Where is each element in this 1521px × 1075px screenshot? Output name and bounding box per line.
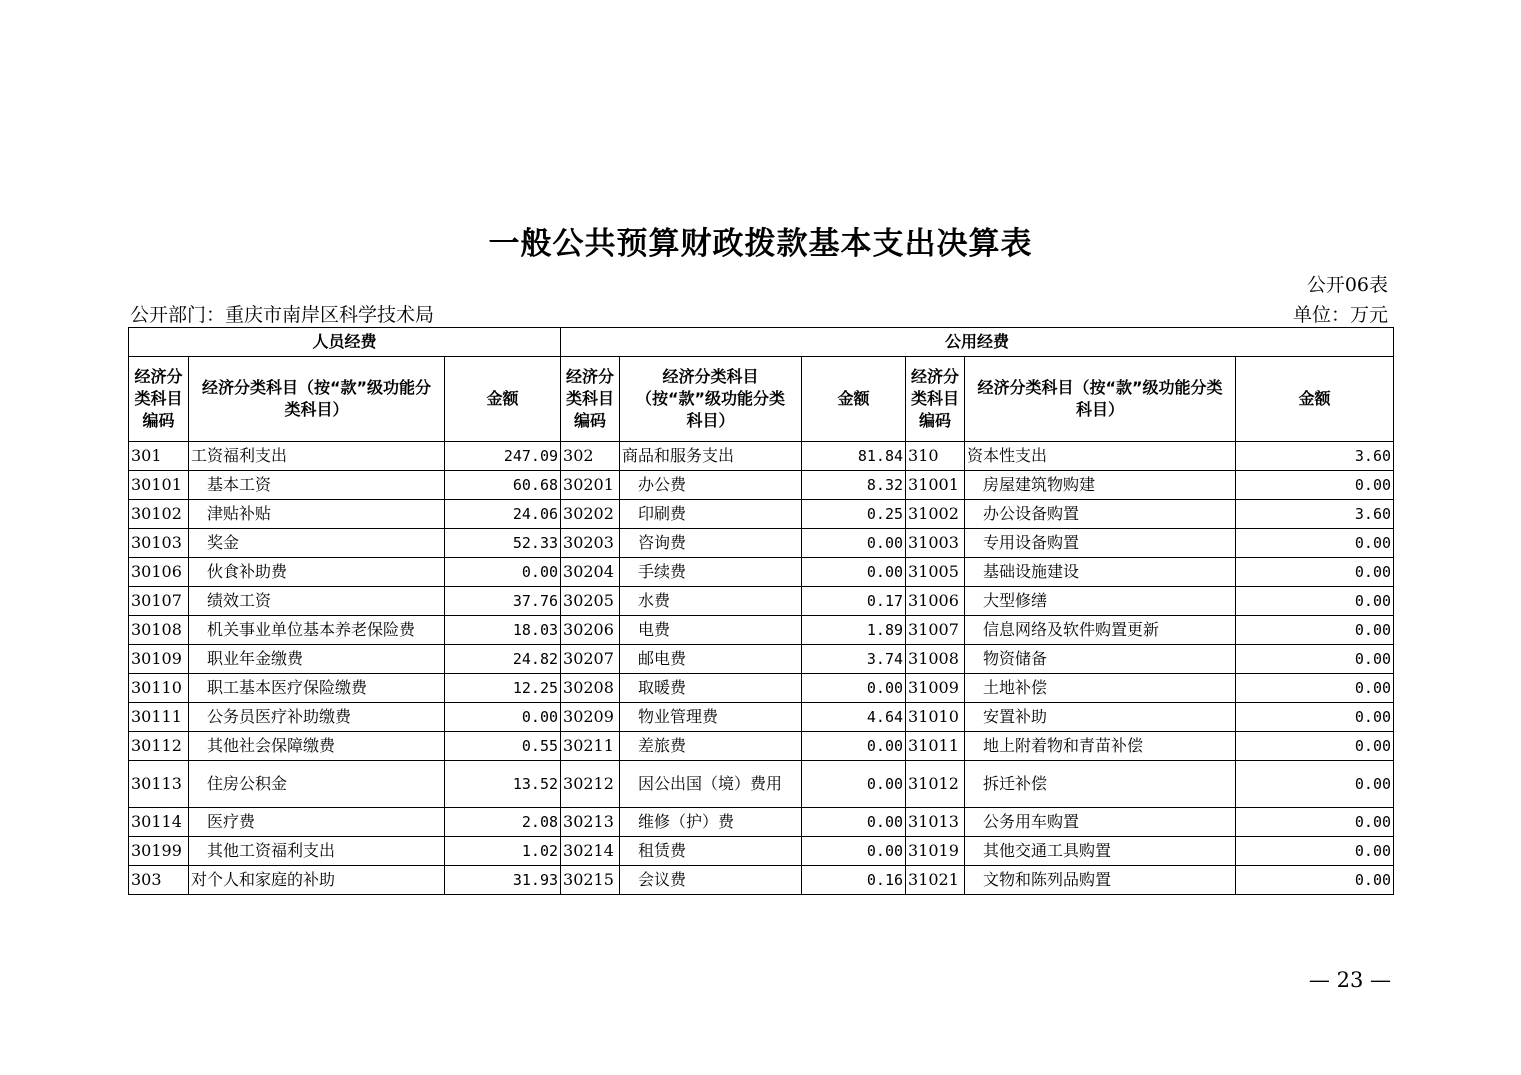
column-header-name: 经济分类科目（按“款”级功能分类科目） <box>965 357 1236 442</box>
code-cell: 31010 <box>906 703 965 732</box>
code-cell: 30199 <box>129 837 189 866</box>
code-cell: 31009 <box>906 674 965 703</box>
column-header-name: 经济分类科目（按“款”级功能分类科目） <box>189 357 445 442</box>
column-header-code: 经济分类科目编码 <box>129 357 189 442</box>
page-title: 一般公共预算财政拨款基本支出决算表 <box>488 226 1033 262</box>
code-cell: 30108 <box>129 616 189 645</box>
name-cell: 手续费 <box>620 558 802 587</box>
amount-cell: 0.00 <box>1236 645 1394 674</box>
amount-cell: 4.64 <box>802 703 906 732</box>
name-cell: 安置补助 <box>965 703 1236 732</box>
column-header-amount: 金额 <box>445 357 561 442</box>
column-header-code: 经济分类科目编码 <box>906 357 965 442</box>
name-cell: 办公费 <box>620 471 802 500</box>
name-cell: 基本工资 <box>189 471 445 500</box>
amount-cell: 0.00 <box>1236 761 1394 808</box>
amount-cell: 0.00 <box>802 674 906 703</box>
name-cell: 物资储备 <box>965 645 1236 674</box>
code-cell: 30206 <box>561 616 620 645</box>
table-row <box>129 761 1394 808</box>
amount-cell: 0.00 <box>802 837 906 866</box>
name-cell: 取暖费 <box>620 674 802 703</box>
code-cell: 30205 <box>561 587 620 616</box>
name-cell: 电费 <box>620 616 802 645</box>
amount-cell: 247.09 <box>445 442 561 471</box>
code-cell: 31007 <box>906 616 965 645</box>
code-cell: 303 <box>129 866 189 895</box>
code-cell: 30102 <box>129 500 189 529</box>
code-cell: 31008 <box>906 645 965 674</box>
amount-cell: 0.00 <box>1236 866 1394 895</box>
table-row <box>129 703 1394 732</box>
table-row <box>129 866 1394 895</box>
code-cell: 31002 <box>906 500 965 529</box>
code-cell: 310 <box>906 442 965 471</box>
amount-cell: 60.68 <box>445 471 561 500</box>
table-row <box>129 674 1394 703</box>
amount-cell: 0.00 <box>1236 529 1394 558</box>
amount-cell: 1.02 <box>445 837 561 866</box>
column-header-name: 经济分类科目（按“款”级功能分类科目） <box>620 357 802 442</box>
name-cell: 公务员医疗补助缴费 <box>189 703 445 732</box>
code-cell: 30114 <box>129 808 189 837</box>
amount-cell: 13.52 <box>445 761 561 808</box>
column-header-code: 经济分类科目编码 <box>561 357 620 442</box>
code-cell: 30212 <box>561 761 620 808</box>
group-header-public: 公用经费 <box>561 328 1394 357</box>
amount-cell: 0.00 <box>1236 558 1394 587</box>
table-row <box>129 529 1394 558</box>
code-cell: 31012 <box>906 761 965 808</box>
code-cell: 302 <box>561 442 620 471</box>
name-cell: 地上附着物和青苗补偿 <box>965 732 1236 761</box>
amount-cell: 0.00 <box>1236 674 1394 703</box>
amount-cell: 0.00 <box>1236 703 1394 732</box>
code-cell: 30112 <box>129 732 189 761</box>
amount-cell: 0.00 <box>1236 732 1394 761</box>
name-cell: 文物和陈列品购置 <box>965 866 1236 895</box>
name-cell: 信息网络及软件购置更新 <box>965 616 1236 645</box>
table-row <box>129 616 1394 645</box>
code-cell: 31019 <box>906 837 965 866</box>
code-cell: 30201 <box>561 471 620 500</box>
code-cell: 30103 <box>129 529 189 558</box>
name-cell: 其他社会保障缴费 <box>189 732 445 761</box>
name-cell: 机关事业单位基本养老保险费 <box>189 616 445 645</box>
name-cell: 因公出国（境）费用 <box>620 761 802 808</box>
amount-cell: 0.00 <box>802 732 906 761</box>
code-cell: 31021 <box>906 866 965 895</box>
amount-cell: 3.60 <box>1236 442 1394 471</box>
table-row <box>129 837 1394 866</box>
code-cell: 30208 <box>561 674 620 703</box>
column-header-amount: 金额 <box>802 357 906 442</box>
name-cell: 物业管理费 <box>620 703 802 732</box>
name-cell: 办公设备购置 <box>965 500 1236 529</box>
amount-cell: 31.93 <box>445 866 561 895</box>
code-cell: 30213 <box>561 808 620 837</box>
name-cell: 水费 <box>620 587 802 616</box>
code-cell: 301 <box>129 442 189 471</box>
amount-cell: 52.33 <box>445 529 561 558</box>
name-cell: 资本性支出 <box>965 442 1236 471</box>
amount-cell: 0.00 <box>445 703 561 732</box>
code-cell: 30106 <box>129 558 189 587</box>
name-cell: 专用设备购置 <box>965 529 1236 558</box>
name-cell: 职业年金缴费 <box>189 645 445 674</box>
name-cell: 工资福利支出 <box>189 442 445 471</box>
amount-cell: 0.00 <box>1236 587 1394 616</box>
code-cell: 30202 <box>561 500 620 529</box>
name-cell: 职工基本医疗保险缴费 <box>189 674 445 703</box>
code-cell: 30211 <box>561 732 620 761</box>
name-cell: 租赁费 <box>620 837 802 866</box>
amount-cell: 0.00 <box>802 529 906 558</box>
table-row <box>129 587 1394 616</box>
code-cell: 30214 <box>561 837 620 866</box>
amount-cell: 2.08 <box>445 808 561 837</box>
name-cell: 商品和服务支出 <box>620 442 802 471</box>
table-row <box>129 442 1394 471</box>
name-cell: 住房公积金 <box>189 761 445 808</box>
name-cell: 拆迁补偿 <box>965 761 1236 808</box>
table-row <box>129 471 1394 500</box>
table-row <box>129 808 1394 837</box>
column-header-amount: 金额 <box>1236 357 1394 442</box>
amount-cell: 0.00 <box>1236 471 1394 500</box>
amount-cell: 0.00 <box>802 761 906 808</box>
amount-cell: 0.00 <box>1236 616 1394 645</box>
amount-cell: 0.00 <box>1236 837 1394 866</box>
amount-cell: 37.76 <box>445 587 561 616</box>
amount-cell: 0.17 <box>802 587 906 616</box>
code-cell: 31006 <box>906 587 965 616</box>
name-cell: 津贴补贴 <box>189 500 445 529</box>
name-cell: 房屋建筑物购建 <box>965 471 1236 500</box>
amount-cell: 18.03 <box>445 616 561 645</box>
table-row <box>129 732 1394 761</box>
department-label: 公开部门：重庆市南岸区科学技术局 <box>130 304 435 326</box>
name-cell: 维修（护）费 <box>620 808 802 837</box>
amount-cell: 3.74 <box>802 645 906 674</box>
amount-cell: 0.25 <box>802 500 906 529</box>
code-cell: 30203 <box>561 529 620 558</box>
amount-cell: 0.00 <box>445 558 561 587</box>
amount-cell: 0.00 <box>802 558 906 587</box>
table-row <box>129 645 1394 674</box>
code-cell: 30107 <box>129 587 189 616</box>
amount-cell: 1.89 <box>802 616 906 645</box>
group-header-personnel: 人员经费 <box>129 328 561 357</box>
expenditure-table <box>128 327 1394 895</box>
amount-cell: 3.60 <box>1236 500 1394 529</box>
name-cell: 医疗费 <box>189 808 445 837</box>
amount-cell: 0.16 <box>802 866 906 895</box>
page-number: — 23 — <box>1308 968 1391 992</box>
amount-cell: 0.55 <box>445 732 561 761</box>
code-cell: 30101 <box>129 471 189 500</box>
name-cell: 绩效工资 <box>189 587 445 616</box>
code-cell: 30207 <box>561 645 620 674</box>
code-cell: 31003 <box>906 529 965 558</box>
amount-cell: 81.84 <box>802 442 906 471</box>
name-cell: 差旅费 <box>620 732 802 761</box>
code-cell: 30204 <box>561 558 620 587</box>
name-cell: 大型修缮 <box>965 587 1236 616</box>
amount-cell: 8.32 <box>802 471 906 500</box>
name-cell: 土地补偿 <box>965 674 1236 703</box>
name-cell: 伙食补助费 <box>189 558 445 587</box>
name-cell: 邮电费 <box>620 645 802 674</box>
name-cell: 基础设施建设 <box>965 558 1236 587</box>
name-cell: 其他工资福利支出 <box>189 837 445 866</box>
code-cell: 30215 <box>561 866 620 895</box>
code-cell: 31011 <box>906 732 965 761</box>
unit-label: 单位：万元 <box>1292 304 1388 326</box>
code-cell: 31005 <box>906 558 965 587</box>
code-cell: 30113 <box>129 761 189 808</box>
code-cell: 30110 <box>129 674 189 703</box>
amount-cell: 24.06 <box>445 500 561 529</box>
amount-cell: 24.82 <box>445 645 561 674</box>
table-number: 公开06表 <box>1306 274 1388 296</box>
code-cell: 30111 <box>129 703 189 732</box>
name-cell: 其他交通工具购置 <box>965 837 1236 866</box>
code-cell: 30109 <box>129 645 189 674</box>
code-cell: 31013 <box>906 808 965 837</box>
name-cell: 咨询费 <box>620 529 802 558</box>
code-cell: 30209 <box>561 703 620 732</box>
name-cell: 印刷费 <box>620 500 802 529</box>
code-cell: 31001 <box>906 471 965 500</box>
name-cell: 公务用车购置 <box>965 808 1236 837</box>
amount-cell: 0.00 <box>802 808 906 837</box>
amount-cell: 0.00 <box>1236 808 1394 837</box>
table-row <box>129 558 1394 587</box>
table-row <box>129 500 1394 529</box>
name-cell: 奖金 <box>189 529 445 558</box>
amount-cell: 12.25 <box>445 674 561 703</box>
name-cell: 对个人和家庭的补助 <box>189 866 445 895</box>
name-cell: 会议费 <box>620 866 802 895</box>
